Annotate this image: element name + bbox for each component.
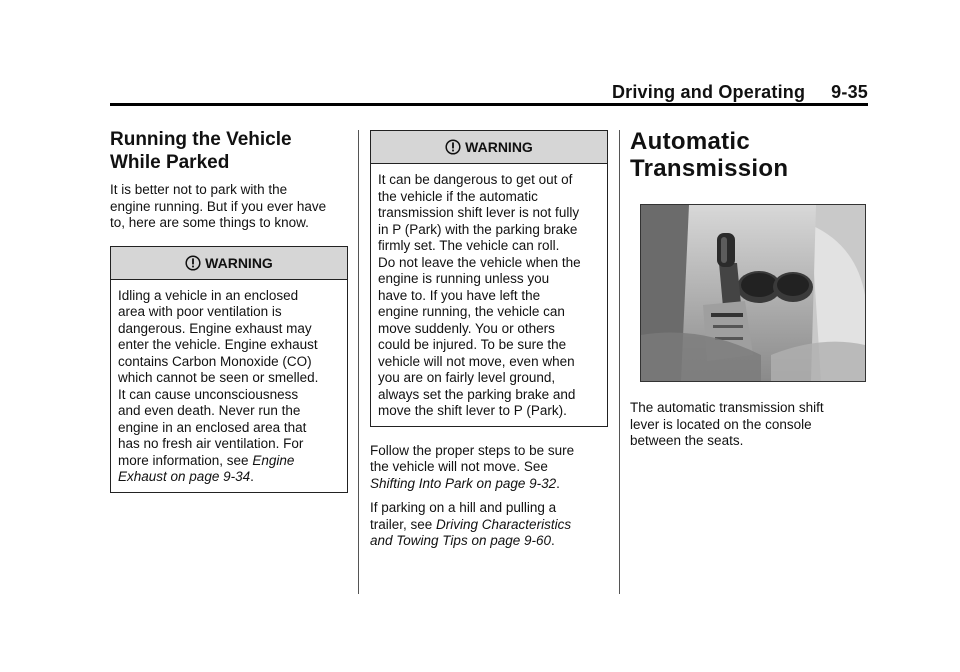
section-heading-running-parked: Running the Vehicle While Parked (110, 129, 292, 173)
warning-sign-icon (185, 255, 201, 271)
cross-reference-driving-characteristics[interactable]: Driving Characteristics and Towing Tips on page 9-60 (370, 516, 572, 548)
intro-paragraph: It is better not to park with the engine running. But if you ever have to, here are some things to know. (110, 182, 327, 230)
cross-reference-shifting-into-park[interactable]: Shifting Into Park on page 9-32 (370, 475, 557, 491)
column-divider-1 (358, 130, 359, 594)
column-divider-2 (619, 130, 620, 594)
paragraph-hill-trailer: If parking on a hill and pulling a trailer, see Driving Characteristics and Towing Tips on page 9-60. (370, 500, 572, 548)
warning-text: It can be dangerous to get out of the vehicle if the automatic transmission shift lever is not fully in P (Park) with the parking brake firmly set. The vehicle can roll. Do not leave the vehicle when the engine is running unless you have to. If you have left the engine running, the vehicle can move suddenly. You or others could be injured. To be sure the vehicle will not move, even when you are on fairly level ground, always set the parking brake and move the shift lever to P (Park). (378, 172, 581, 418)
warning-label: WARNING (465, 139, 533, 155)
column-3 (630, 128, 868, 458)
header-section: Driving and Operating (611, 82, 806, 102)
warning-sign-icon (445, 139, 461, 155)
cross-reference-engine-exhaust[interactable]: Engine Exhaust on page 9-34 (118, 452, 295, 484)
warning-box-shift-lever (370, 130, 608, 427)
warning-box-exhaust (110, 246, 348, 493)
column-2 (370, 128, 608, 558)
paragraph-proper-steps: Follow the proper steps to be sure the vehicle will not move. See Shifting Into Park on page 9-32. (370, 442, 575, 491)
transmission-caption: The automatic transmission shift lever is located on the console between the seats. (630, 400, 824, 448)
warning-header (371, 131, 607, 164)
warning-text: Idling a vehicle in an enclosed area with poor ventilation is dangerous. Engine exhaust may enter the vehicle. Engine exhaust contains Carbon Monoxide (CO) which cannot be seen or smelled. It can cause unconsciousness and even death. Never run the engine in an enclosed area that has no fresh air ventilation. For more information, see Engine Exhaust on page 9-34. (118, 287, 319, 484)
running-header (612, 82, 868, 103)
header-page-number: 9-35 (831, 82, 868, 102)
column-1 (110, 128, 348, 505)
shift-console-photo (640, 204, 866, 382)
warning-label: WARNING (205, 254, 273, 271)
header-rule (110, 103, 868, 106)
section-heading-automatic-transmission: Automatic Transmission (630, 128, 789, 182)
warning-header (111, 247, 347, 280)
